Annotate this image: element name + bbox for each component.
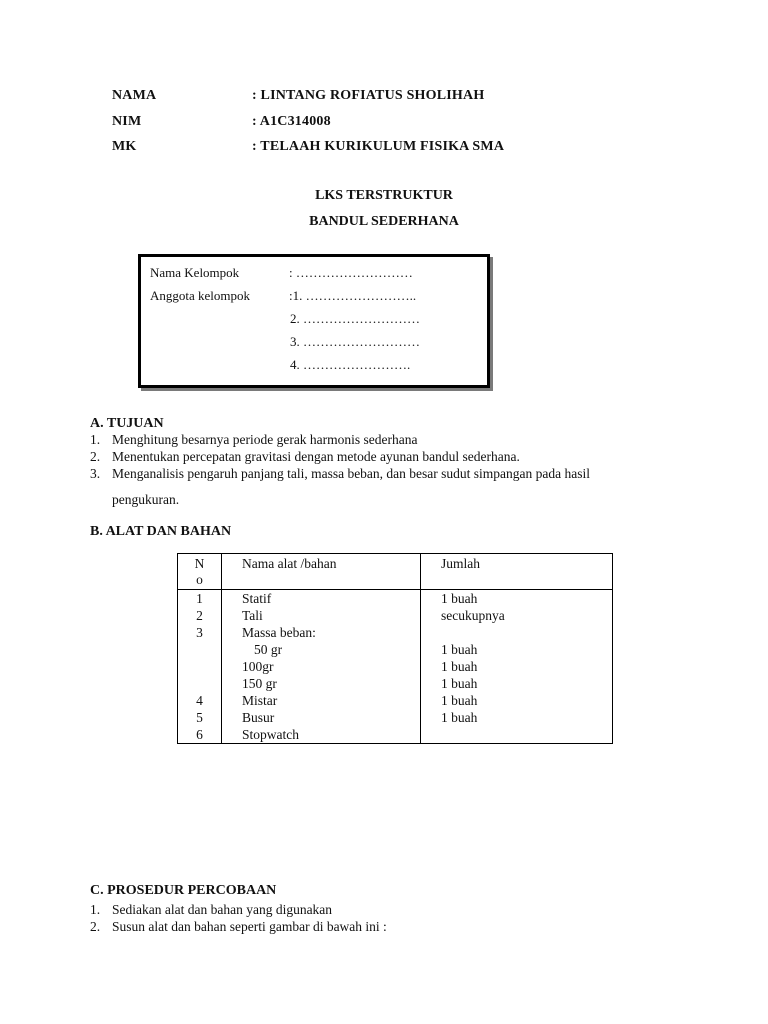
document-title: LKS TERSTRUKTUR: [315, 188, 453, 203]
table-cell-name: 50 gr: [254, 642, 283, 657]
col-no-header: [178, 554, 222, 590]
section-c-item-1-num: 1.: [90, 902, 101, 917]
tools-table-header: [178, 554, 613, 590]
col-name-header: Nama alat /bahan: [222, 554, 421, 590]
table-cell-qty: 1 buah: [441, 676, 478, 691]
table-cell-name: Massa beban:: [242, 625, 316, 640]
document-subtitle: BANDUL SEDERHANA: [309, 214, 459, 229]
section-a-item-3-cont: pengukuran.: [112, 492, 180, 507]
header-label-nim: NIM: [112, 114, 142, 129]
col-no-header-line-2: o: [196, 572, 203, 587]
group-name-blank: : ………………………: [289, 265, 413, 280]
table-cell-no: 6: [196, 727, 203, 742]
header-value-nim: : A1C314008: [252, 114, 331, 129]
header-label-nama: NAMA: [112, 88, 157, 103]
table-cell-name: Statif: [242, 591, 272, 606]
table-cell-no: 5: [196, 710, 203, 725]
header-label-mk: MK: [112, 139, 137, 154]
table-cell-name: Stopwatch: [242, 727, 299, 742]
table-cell-qty: [441, 624, 612, 641]
table-cell-qty: 1 buah: [441, 710, 478, 725]
section-b-heading: B. ALAT DAN BAHAN: [90, 524, 232, 539]
section-c-item-2: Susun alat dan bahan seperti gambar di bawah ini :: [112, 919, 387, 934]
col-qty-header: Jumlah: [421, 554, 613, 590]
table-row: [178, 590, 613, 744]
section-c-item-2-num: 2.: [90, 919, 101, 934]
section-c-item-1: Sediakan alat dan bahan yang digunakan: [112, 902, 333, 917]
table-cell-name: Busur: [242, 710, 275, 725]
table-cell-qty: secukupnya: [441, 608, 505, 623]
table-cell-no: [178, 675, 221, 692]
table-cell-qty: 1 buah: [441, 591, 478, 606]
group-member-3: 3. ………………………: [290, 334, 420, 349]
table-cell-name: Tali: [242, 608, 263, 623]
group-info-box: [138, 254, 490, 388]
group-member-4: 4. …………………….: [290, 357, 411, 372]
table-cell-name: Mistar: [242, 693, 278, 708]
table-cell-no: 2: [196, 608, 203, 623]
group-member-1: :1. ……………………..: [289, 288, 417, 303]
section-a-item-3-num: 3.: [90, 466, 101, 481]
table-cell-no: [178, 641, 221, 658]
section-a-heading: A. TUJUAN: [90, 416, 164, 431]
header-value-mk: : TELAAH KURIKULUM FISIKA SMA: [252, 139, 505, 154]
table-cell-no: 4: [196, 693, 203, 708]
table-cell-name: 150 gr: [242, 676, 277, 691]
table-cell-qty: [441, 726, 612, 743]
table-cell-no: 1: [196, 591, 203, 606]
section-a-item-1-num: 1.: [90, 432, 101, 447]
section-a-item-1: Menghitung besarnya periode gerak harmonis sederhana: [112, 432, 418, 447]
section-a-item-2-num: 2.: [90, 449, 101, 464]
name-column: [222, 590, 421, 744]
section-a-item-2: Menentukan percepatan gravitasi dengan metode ayunan bandul sederhana.: [112, 449, 520, 464]
table-cell-qty: 1 buah: [441, 659, 478, 674]
group-member-2: 2. ………………………: [290, 311, 420, 326]
table-cell-no: 3: [196, 625, 203, 640]
no-column: [178, 590, 222, 744]
table-cell-name: 100gr: [242, 659, 274, 674]
header-value-nama: : LINTANG ROFIATUS SHOLIHAH: [252, 88, 485, 103]
section-a-item-3: Menganalisis pengaruh panjang tali, massa beban, dan besar sudut simpangan pada hasil: [112, 466, 590, 481]
tools-table: [177, 553, 613, 744]
group-members-label: Anggota kelompok: [150, 288, 251, 303]
table-cell-qty: 1 buah: [441, 642, 478, 657]
section-c-heading: C. PROSEDUR PERCOBAAN: [90, 883, 277, 898]
col-no-header-line-1: N: [194, 556, 205, 571]
table-cell-no: [178, 658, 221, 675]
qty-column: [421, 590, 613, 744]
group-name-label: Nama Kelompok: [150, 265, 240, 280]
table-cell-qty: 1 buah: [441, 693, 478, 708]
